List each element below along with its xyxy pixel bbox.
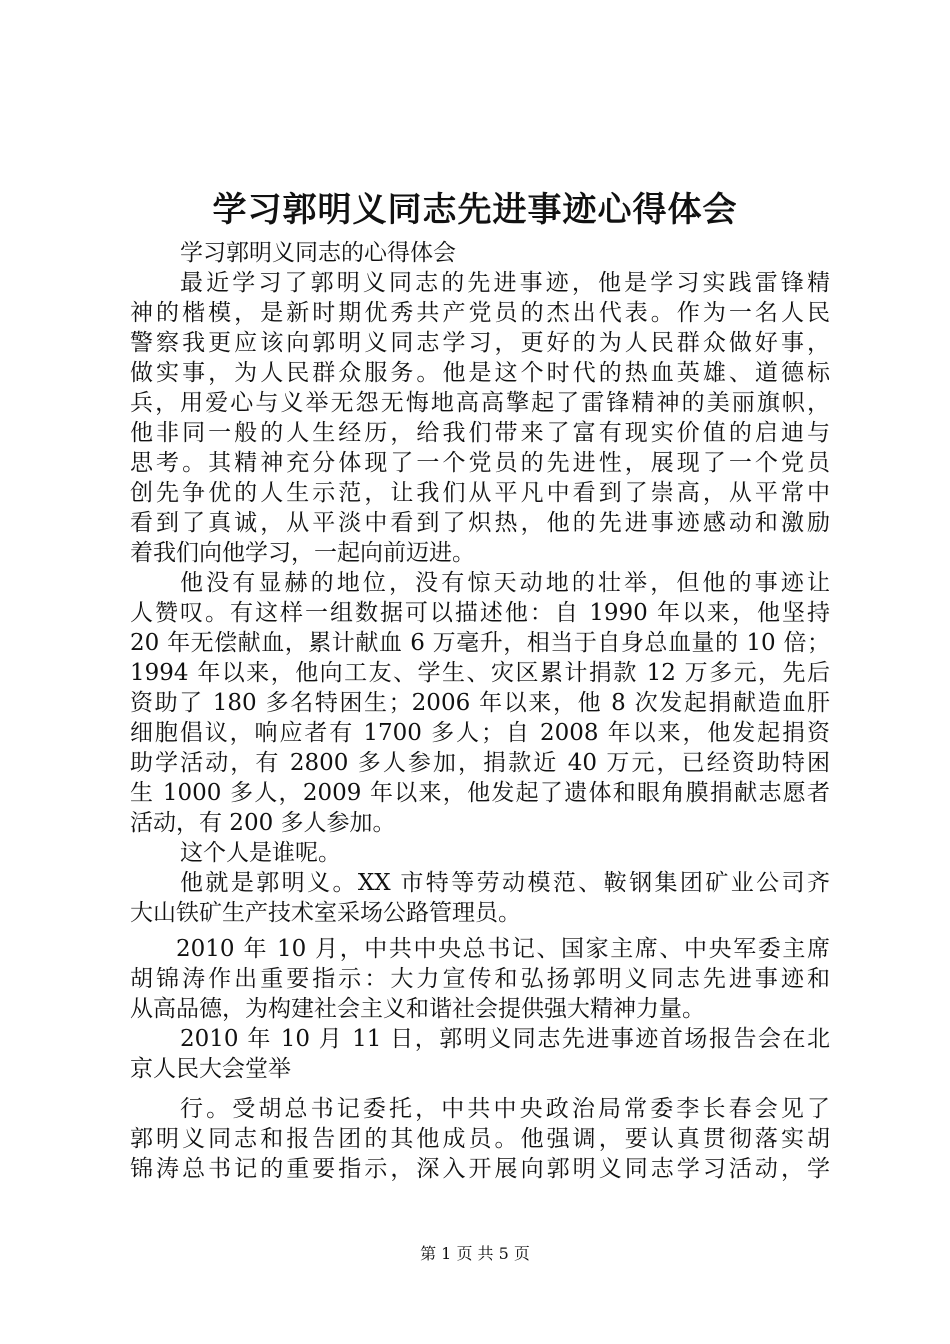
text-line: 创先争优的人生示范，让我们从平凡中看到了崇高，从平常中 xyxy=(130,480,830,506)
text-line: 警察我更应该向郭明义同志学习，更好的为人民群众做好事， xyxy=(130,330,830,356)
text-line: 着我们向他学习，一起向前迈进。 xyxy=(130,540,475,566)
text-line: 行。受胡总书记委托，中共中央政治局常委李长春会见了 xyxy=(180,1096,830,1122)
text-line: 资助了 180 多名特困生；2006 年以来，他 8 次发起捐献造血肝 xyxy=(130,690,830,716)
text-line: 助学活动，有 2800 多人参加，捐款近 40 万元，已经资助特困 xyxy=(130,750,830,776)
text-line: 2010 年 10 月，中共中央总书记、国家主席、中央军委主席 xyxy=(176,936,830,962)
text-line: 大山铁矿生产技术室采场公路管理员。 xyxy=(130,900,521,926)
text-line: 京人民大会堂举 xyxy=(130,1056,291,1082)
text-line: 最近学习了郭明义同志的先进事迹，他是学习实践雷锋精 xyxy=(180,270,830,296)
text-line: 锦涛总书记的重要指示，深入开展向郭明义同志学习活动，学 xyxy=(130,1156,830,1182)
text-line: 他非同一般的人生经历，给我们带来了富有现实价值的启迪与 xyxy=(130,420,830,446)
text-line: 思考。其精神充分体现了一个党员的先进性，展现了一个党员 xyxy=(130,450,830,476)
text-line: 20 年无偿献血，累计献血 6 万毫升，相当于自身总血量的 10 倍； xyxy=(130,630,830,656)
page-footer: 第 1 页 共 5 页 xyxy=(420,1244,530,1263)
text-line: 看到了真诚，从平淡中看到了炽热，他的先进事迹感动和激励 xyxy=(130,510,830,536)
text-line: 神的楷模，是新时期优秀共产党员的杰出代表。作为一名人民 xyxy=(130,300,830,326)
text-line: 人赞叹。有这样一组数据可以描述他：自 1990 年以来，他坚持 xyxy=(130,600,830,626)
text-line: 兵，用爱心与义举无怨无悔地高高擎起了雷锋精神的美丽旗帜， xyxy=(130,390,830,416)
text-line: 做实事，为人民群众服务。他是这个时代的热血英雄、道德标 xyxy=(130,360,830,386)
document-title: 学习郭明义同志先进事迹心得体会 xyxy=(212,190,738,230)
text-line: 他就是郭明义。XX 市特等劳动模范、鞍钢集团矿业公司齐 xyxy=(180,870,830,896)
text-line: 细胞倡议，响应者有 1700 多人；自 2008 年以来，他发起捐资 xyxy=(130,720,830,746)
text-line: 活动，有 200 多人参加。 xyxy=(130,810,396,836)
text-line: 2010 年 10 月 11 日，郭明义同志先进事迹首场报告会在北 xyxy=(180,1026,830,1052)
text-line: 生 1000 多人，2009 年以来，他发起了遗体和眼角膜捐献志愿者 xyxy=(130,780,830,806)
text-line: 1994 年以来，他向工友、学生、灾区累计捐款 12 万多元，先后 xyxy=(130,660,830,686)
text-line: 这个人是谁呢。 xyxy=(180,840,341,866)
text-line: 胡锦涛作出重要指示：大力宣传和弘扬郭明义同志先进事迹和 xyxy=(130,966,830,992)
text-line: 他没有显赫的地位，没有惊天动地的壮举，但他的事迹让 xyxy=(180,570,830,596)
text-line: 郭明义同志和报告团的其他成员。他强调，要认真贯彻落实胡 xyxy=(130,1126,830,1152)
text-line: 学习郭明义同志的心得体会 xyxy=(180,240,456,266)
text-line: 从高品德，为构建社会主义和谐社会提供强大精神力量。 xyxy=(130,996,705,1022)
